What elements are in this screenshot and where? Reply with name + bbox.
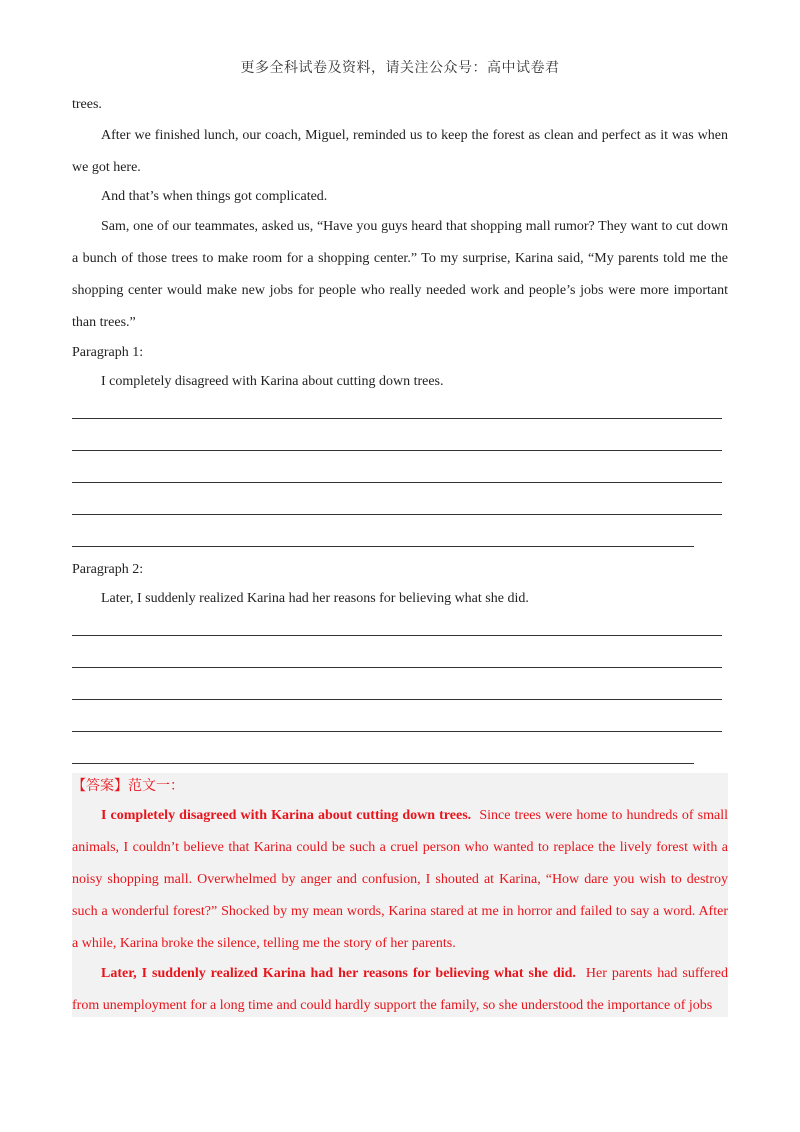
paragraph-1-starter: I completely disagreed with Karina about cutting down trees. — [101, 374, 444, 389]
writing-line[interactable] — [72, 514, 722, 515]
story-paragraph-1: After we finished lunch, our coach, Miguel, reminded us to keep the forest as clean and perfect as it was when we got here. — [72, 128, 728, 175]
paragraph-2-starter: Later, I suddenly realized Karina had her reasons for believing what she did. — [101, 591, 529, 606]
writing-line[interactable] — [72, 763, 694, 764]
writing-line[interactable] — [72, 731, 722, 732]
page-header: 更多全科试卷及资料，请关注公众号：高中试卷君 — [240, 60, 560, 76]
answer-paragraph-2-starter: Later, I suddenly realized Karina had her reasons for believing what she did. — [101, 966, 576, 981]
answer-paragraph-2 — [72, 958, 728, 1022]
answer-paragraph-1-text: Since trees were home to hundreds of small animals, I couldn’t believe that Karina could be such a cruel person who wanted to replace the lively forest with a noisy shopping mall. Overwhelmed by anger and confusion, I shouted at Karina, “How dare you wish to destroy such a wonderful forest?” Shocked by my mean words, Karina stared at me in horror and failed to say a word. After a while, Karina broke the silence, telling me the story of her parents. — [72, 808, 729, 951]
writing-line[interactable] — [72, 450, 722, 451]
story-fragment: trees. — [72, 97, 102, 112]
paragraph-1-label: Paragraph 1: — [72, 345, 144, 360]
answer-heading: 【答案】范文一： — [72, 779, 184, 794]
paragraph-2-label: Paragraph 2: — [72, 562, 144, 577]
answer-paragraph-1 — [72, 800, 728, 960]
writing-line[interactable] — [72, 482, 722, 483]
answer-paragraph-2-text: Her parents had suffered from unemployment for a long time and could hardly support the family, so she understood the importance of jobs — [72, 966, 728, 1013]
answer-paragraph-1-starter: I completely disagreed with Karina about cutting down trees. — [101, 808, 472, 823]
writing-line[interactable] — [72, 546, 694, 547]
writing-line[interactable] — [72, 635, 722, 636]
writing-line[interactable] — [72, 667, 722, 668]
story-paragraph-3: Sam, one of our teammates, asked us, “Have you guys heard that shopping mall rumor? They want to cut down a bunch of those trees to make room for a shopping center.” To my surprise, Karina said, “My parents told me the shopping center would make new jobs for people who really needed work and people’s jobs were more important than trees.” — [72, 219, 728, 330]
writing-line[interactable] — [72, 699, 722, 700]
story-paragraph-2: And that’s when things got complicated. — [101, 189, 328, 204]
writing-line[interactable] — [72, 418, 722, 419]
